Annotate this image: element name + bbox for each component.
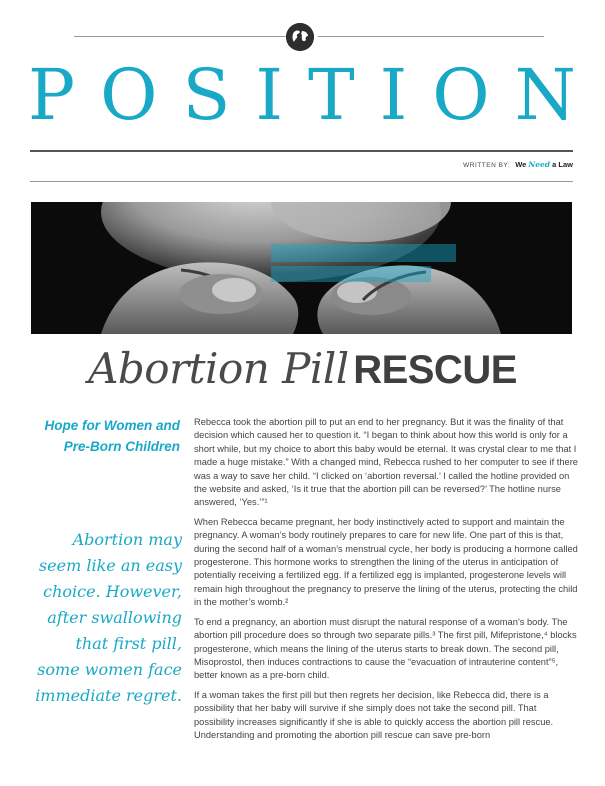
pull-quote-line: that first pill, (75, 634, 182, 653)
byline-label: WRITTEN BY: (463, 162, 511, 169)
article-headline (0, 344, 605, 396)
pull-quote (22, 527, 182, 709)
body-paragraph: If a woman takes the first pill but then regrets her decision, like Rebecca did, there is a possibility that her baby will survive if she simply does not take the second pill. That possibility increases significantly if she is able to quickly access the abortion pill rescue. Understanding and promoting the abortion pill rescue can save pre-born (194, 689, 554, 740)
body-paragraph: When Rebecca became pregnant, her body instinctively acted to support and maintain the pregnancy. A woman’s body routinely prepares to care for new life. One part of this is that, during the second half of a woman’s menstrual cycle, her body is producing a hormone called progesterone. This hormone works to strengthen the lining of the uterus in anticipation of potentially receiving a fertilized egg. If a fertilized egg is implanted, progesterone levels will remain high throughout the pregnancy to preserve the lining of the uterus, protecting the child in the mother’s womb.² (194, 516, 578, 608)
pull-quote-line: Abortion may (72, 530, 182, 549)
masthead-rule (30, 150, 573, 152)
masthead-letter: I (379, 54, 408, 136)
masthead-title (28, 56, 576, 134)
masthead-letter: N (514, 54, 576, 136)
byline-brand-accent: Need (528, 160, 551, 169)
byline-brand-post: a Law (552, 160, 573, 169)
pull-quote-line: choice. However, (43, 582, 182, 601)
masthead-letter: P (28, 54, 76, 136)
masthead-letter: T (308, 54, 355, 136)
masthead-letter: O (100, 54, 158, 136)
masthead-letter: S (182, 54, 231, 136)
top-rule-left (74, 36, 286, 37)
subhead-line: Hope for Women and (44, 418, 180, 433)
pull-quote-line: immediate regret. (35, 686, 182, 705)
pull-quote-line: some women face (37, 660, 182, 679)
subhead-line: Pre-Born Children (63, 439, 180, 454)
pull-quote-line: after swallowing (47, 608, 182, 627)
article-body (194, 416, 578, 748)
headline-bold: RESCUE (353, 348, 517, 392)
byline (463, 160, 573, 169)
masthead-letter: I (255, 54, 284, 136)
hero-photo (31, 202, 572, 334)
body-paragraph: To end a pregnancy, an abortion must disrupt the natural response of a woman’s body. The abortion pill procedure does so through two separate pills.³ The first pill, Mifepristone,⁴ blocks progesterone, which means the lining of the uterus starts to break down. The second pill, Misoprostol, then induces contractions to cause the “evacuation of intrauterine content”⁵, better known as a pre-born child. (194, 616, 577, 681)
masthead-letter: O (432, 54, 490, 136)
byline-brand-pre: We (515, 160, 527, 169)
body-paragraph: Rebecca took the abortion pill to put an end to her pregnancy. But it was the finality of that decision which caused her to question it. “I began to think about how this world is only for a short while, but my choice to abort this baby would be eternal. It was crystal clear to me that I made a huge mistake.” With a changed mind, Rebecca rushed to her computer to see if there was a way to save her child. “I clicked on ‘abortion reversal.’ I called the hotline provided on the website and asked, ‘Is it true that the abortion pill can be reversed?’ The hotline nurse answered, ‘Yes.’”¹ (194, 417, 578, 508)
headline-script: Abortion Pill (88, 344, 349, 393)
subheading (26, 415, 180, 457)
byline-rule (30, 181, 573, 182)
top-rule-right (318, 36, 544, 37)
globe-icon (286, 23, 314, 51)
byline-brand (515, 160, 573, 169)
pull-quote-line: seem like an easy (38, 556, 182, 575)
